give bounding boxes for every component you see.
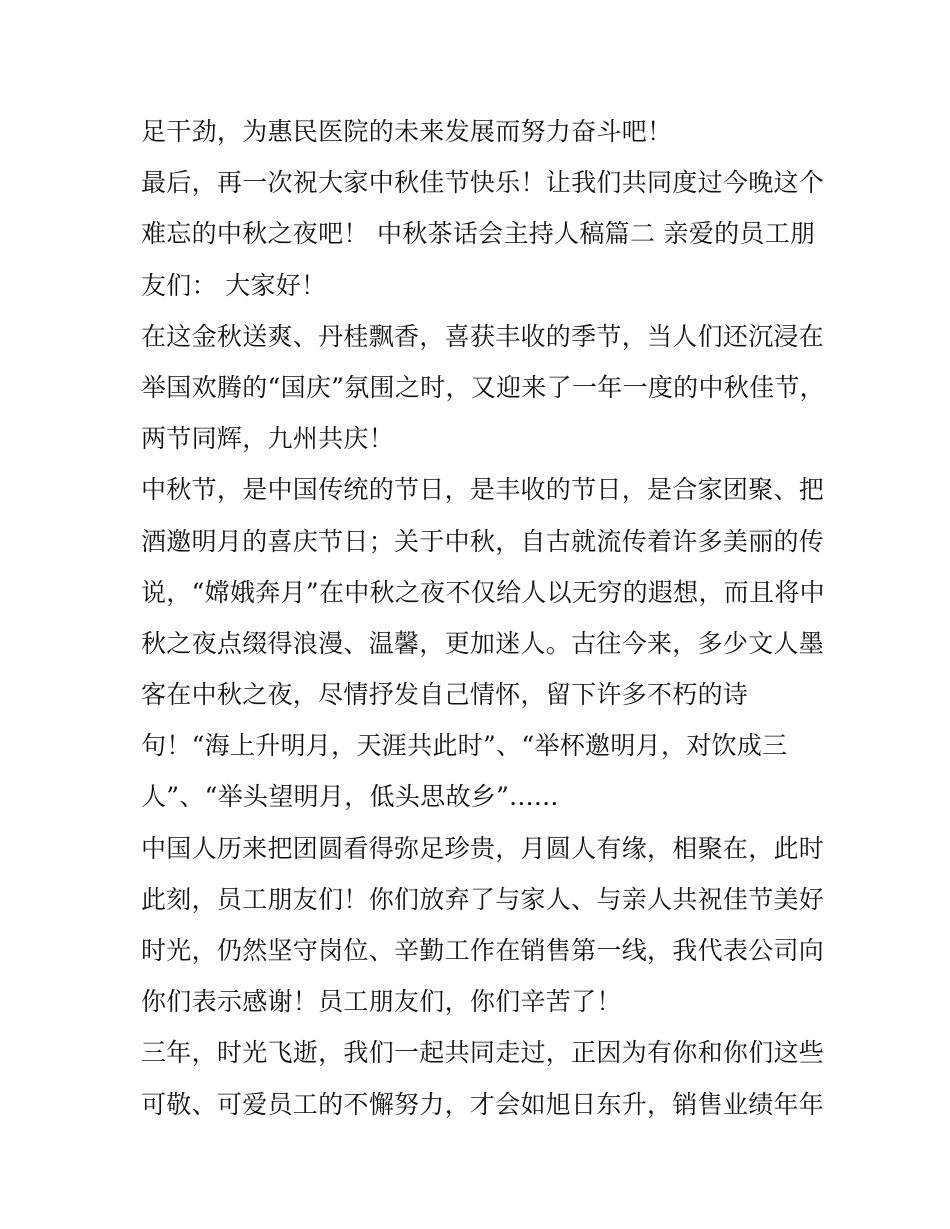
text-line: 酒邀明月的喜庆节日；关于中秋，自古就流传着许多美丽的传 — [141, 526, 825, 556]
text-line: 客在中秋之夜，尽情抒发自己情怀，留下许多不朽的诗 — [141, 680, 749, 710]
text-line: 秋之夜点缀得浪漫、温馨，更加迷人。古往今来，多少文人墨 — [141, 628, 825, 658]
text-line: 举国欢腾的“国庆”氛围之时，又迎来了一年一度的中秋佳节， — [141, 372, 825, 402]
text-line: 最后，再一次祝大家中秋佳节快乐！让我们共同度过今晚这个 — [141, 168, 825, 198]
document-body — [141, 106, 825, 1130]
text-line: 此刻，员工朋友们！你们放弃了与家人、与亲人共祝佳节美好 — [141, 884, 825, 914]
text-line: 可敬、可爱员工的不懈努力，才会如旭日东升，销售业绩年年 — [141, 1089, 825, 1119]
text-line: 难忘的中秋之夜吧！ 中秋茶话会主持人稿篇二 亲爱的员工朋 — [141, 219, 816, 249]
text-line: 说，“嫦娥奔月”在中秋之夜不仅给人以无穷的遐想，而且将中 — [141, 577, 825, 607]
text-line: 中国人历来把团圆看得弥足珍贵，月圆人有缘，相聚在，此时 — [141, 833, 825, 863]
text-line: 你们表示感谢！员工朋友们，你们辛苦了！ — [141, 987, 622, 1017]
text-line: 友们： 大家好！ — [141, 270, 327, 300]
text-line: 三年，时光飞逝，我们一起共同走过，正因为有你和你们这些 — [141, 1038, 825, 1068]
text-line: 人”、“举头望明月，低头思故乡”...... — [141, 782, 559, 812]
text-line: 在这金秋送爽、丹桂飘香，喜获丰收的季节，当人们还沉浸在 — [141, 321, 825, 351]
text-line: 足干劲，为惠民医院的未来发展而努力奋斗吧！ — [141, 117, 673, 146]
text-line: 时光，仍然坚守岗位、辛勤工作在销售第一线，我代表公司向 — [141, 936, 825, 965]
text-line: 中秋节，是中国传统的节日，是丰收的节日，是合家团聚、把 — [141, 475, 825, 505]
text-line: 两节同辉，九州共庆！ — [141, 424, 395, 454]
text-line: 句！“海上升明月，天涯共此时”、“举杯邀明月，对饮成三 — [141, 731, 788, 761]
